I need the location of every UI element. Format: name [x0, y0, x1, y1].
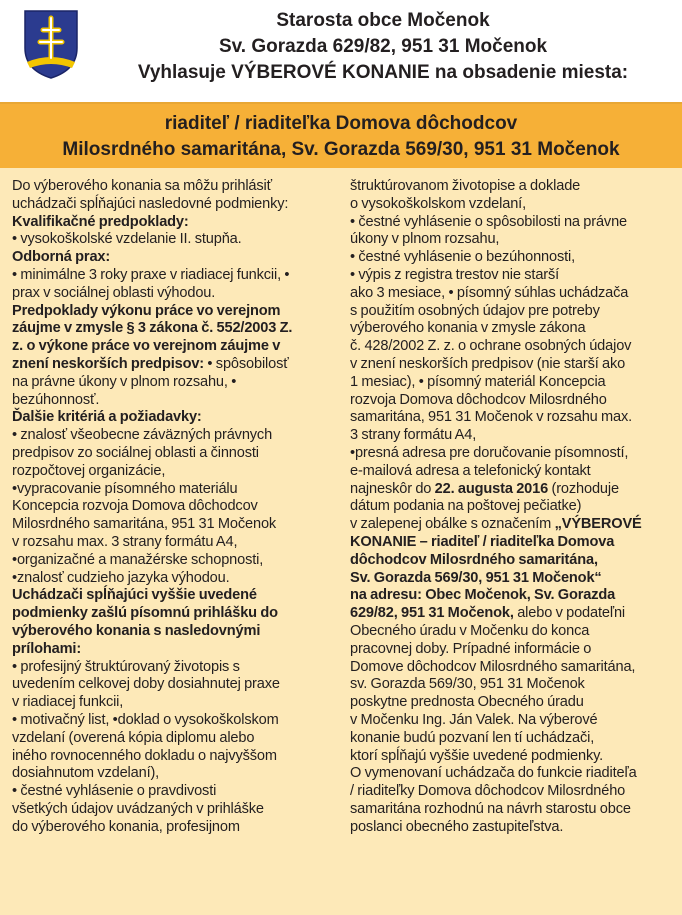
text: samaritána, 951 31 Močenok v rozsahu max.: [350, 409, 633, 426]
text-line: [350, 605, 672, 623]
text: bezúhonnosť.: [12, 391, 100, 408]
text-line: [12, 712, 338, 730]
text: výberového konania v zmysle zákona: [350, 320, 586, 337]
text-line: [12, 249, 338, 267]
bold-text: Sv. Gorazda 569/30, 951 31 Močenok“: [350, 569, 602, 586]
text: Domove dôchodcov Milosrdného samaritána,: [350, 658, 636, 675]
position-title: riaditeľ / riaditeľka Domova dôchodcov: [164, 113, 518, 134]
text: všetkých údajov uvádzaných v prihláške: [12, 800, 264, 817]
bold-text: podmienky zašlú písomnú prihlášku do: [12, 605, 278, 622]
bold-text: 629/82, 951 31 Močenok,: [350, 605, 514, 622]
text-line: [12, 303, 338, 321]
bold-text: znení neskorších predpisov:: [12, 355, 205, 372]
text: dosiahnutom vzdelaní),: [12, 765, 160, 782]
text: ako 3 mesiace, • písomný súhlas uchádzača: [350, 284, 629, 301]
right-column: [350, 178, 672, 836]
text-line: [350, 570, 672, 588]
text: 1 mesiac), • písomný materiál Koncepcia: [350, 373, 606, 390]
bold-text: Predpoklady výkonu práce vo verejnom: [12, 302, 281, 319]
header-announcement: Vyhlasuje VÝBEROVÉ KONANIE na obsadenie miesta:: [137, 62, 629, 83]
text: •organizačné a manažérske schopnosti,: [12, 551, 264, 568]
text-line: [350, 196, 672, 214]
text-line: [12, 659, 338, 677]
text: Milosrdného samaritána, 951 31 Močenok: [12, 516, 277, 533]
text: e-mailová adresa a telefonický kontakt: [350, 462, 591, 479]
text: predpisov zo sociálnej oblasti a činnosti: [12, 444, 259, 461]
text-line: [350, 249, 672, 267]
text: • výpis z registra trestov nie starší: [350, 266, 560, 283]
text-line: [350, 267, 672, 285]
text: na právne úkony v plnom rozsahu, •: [12, 373, 237, 390]
text-line: [12, 552, 338, 570]
text: sv. Gorazda 569/30, 951 31 Močenok: [350, 676, 585, 693]
text: štruktúrovanom životopise a doklade: [350, 178, 581, 194]
text: • spôsobilosť: [204, 355, 289, 372]
text: uchádzači spĺňajúci nasledovné podmienky:: [12, 195, 289, 212]
text: konanie budú pozvaní len tí uchádzači,: [350, 729, 595, 746]
text: vzdelaní (overená kópia diplomu alebo: [12, 729, 255, 746]
text: poskytne prednosta Obecného úradu: [350, 694, 584, 711]
text-line: [350, 409, 672, 427]
text-line: [12, 748, 338, 766]
text: samaritána rozhodnú na návrh starostu obce: [350, 800, 631, 817]
text: najneskôr do: [350, 480, 435, 497]
text-line: [350, 285, 672, 303]
text: • čestné vyhlásenie o bezúhonnosti,: [350, 249, 576, 266]
text-line: [350, 498, 672, 516]
text: poslanci obecného zastupiteľstva.: [350, 818, 564, 835]
text-line: [12, 338, 338, 356]
text: prax v sociálnej oblasti výhodou.: [12, 284, 216, 301]
text-line: [350, 374, 672, 392]
bold-text: Odborná prax:: [12, 249, 111, 266]
text-line: [350, 338, 672, 356]
text-line: [350, 819, 672, 837]
text: s použitím osobných údajov pre potreby: [350, 302, 600, 319]
text-line: [12, 196, 338, 214]
text: • vysokoškolské vzdelanie II. stupňa.: [12, 231, 242, 248]
text: rozpočtovej organizácie,: [12, 462, 166, 479]
text-line: [12, 676, 338, 694]
text: v rozsahu max. 3 strany formátu A4,: [12, 533, 238, 550]
text-line: [350, 765, 672, 783]
text-line: [350, 445, 672, 463]
bold-text: dôchodcov Milosrdného samaritána,: [350, 551, 598, 568]
text: Koncepcia rozvoja Domova dôchodcov: [12, 498, 258, 515]
text: / riaditeľky Domova dôchodcov Milosrdného: [350, 783, 626, 800]
text-line: [350, 303, 672, 321]
text-line: [12, 765, 338, 783]
text-line: [350, 231, 672, 249]
text: • znalosť všeobecne záväzných právnych: [12, 427, 273, 444]
text-line: [350, 641, 672, 659]
header: [0, 0, 682, 104]
bold-text: z. o výkone práce vo verejnom záujme v: [12, 338, 281, 355]
bold-text: výberového konania s nasledovnými: [12, 622, 261, 639]
text: •znalosť cudzieho jazyka výhodou.: [12, 569, 230, 586]
text-line: [350, 534, 672, 552]
text: iného rovnocenného dokladu o najvyššom: [12, 747, 277, 764]
text-line: [350, 659, 672, 677]
text: • čestné vyhlásenie o pravdivosti: [12, 783, 217, 800]
text-line: [12, 356, 338, 374]
body-content: [0, 168, 682, 915]
text: (rozhoduje: [548, 480, 619, 497]
text-line: [12, 374, 338, 392]
text-line: [12, 320, 338, 338]
text-line: [12, 516, 338, 534]
text: • minimálne 3 roky praxe v riadiacej funkcii, •: [12, 266, 290, 283]
text-line: [350, 712, 672, 730]
text: o vysokoškolskom vzdelaní,: [350, 195, 526, 212]
text-line: [12, 463, 338, 481]
text-line: [350, 623, 672, 641]
bold-text: KONANIE – riaditeľ / riaditeľka Domova: [350, 533, 615, 550]
text-line: [350, 214, 672, 232]
text: v znení neskorších predpisov (nie starší ako: [350, 355, 626, 372]
bold-text: Uchádzači spĺňajúci vyššie uvedené: [12, 587, 257, 604]
bold-text: Kvalifikačné predpoklady:: [12, 213, 189, 230]
text: uvedením celkovej doby dosiahnutej praxe: [12, 676, 280, 693]
text: Obecného úradu v Močenku do konca: [350, 622, 590, 639]
position-address: Milosrdného samaritána, Sv. Gorazda 569/30, 951 31 Močenok: [62, 139, 620, 160]
text-line: [12, 605, 338, 623]
text-line: [12, 214, 338, 232]
text-line: [350, 392, 672, 410]
bold-text: „VÝBEROVÉ: [554, 516, 642, 533]
text: •vypracovanie písomného materiálu: [12, 480, 238, 497]
bold-text: záujme v zmysle § 3 zákona č. 552/2003 Z.: [12, 320, 293, 337]
text-line: [12, 783, 338, 801]
text-line: [350, 552, 672, 570]
coat-of-arms-crest-icon: [22, 8, 80, 80]
text: 3 strany formátu A4,: [350, 427, 477, 444]
text-line: [12, 178, 338, 196]
text-line: [12, 409, 338, 427]
text-line: [12, 534, 338, 552]
text: Do výberového konania sa môžu prihlásiť: [12, 178, 272, 194]
text-line: [12, 481, 338, 499]
text: dátum podania na poštovej pečiatke): [350, 498, 582, 515]
text-line: [12, 267, 338, 285]
bold-text: Ďalšie kritériá a požiadavky:: [12, 409, 202, 426]
text-line: [12, 694, 338, 712]
text: ktorí spĺňajú vyššie uvedené podmienky.: [350, 747, 604, 764]
text: • motivačný list, •doklad o vysokoškolskom: [12, 711, 279, 728]
text-line: [12, 427, 338, 445]
text-line: [12, 285, 338, 303]
header-title: Starosta obce Močenok: [276, 10, 490, 31]
text-line: [350, 320, 672, 338]
text: v Močenku Ing. Ján Valek. Na výberové: [350, 711, 598, 728]
text-line: [12, 819, 338, 837]
text: alebo v podateľni: [513, 605, 626, 622]
text-line: [12, 498, 338, 516]
text-line: [350, 427, 672, 445]
bold-text: 22. augusta 2016: [434, 480, 549, 497]
text: pracovnej doby. Prípadné informácie o: [350, 640, 592, 657]
text-line: [350, 801, 672, 819]
text-line: [12, 641, 338, 659]
text-line: [350, 730, 672, 748]
text: rozvoja Domova dôchodcov Milosrdného: [350, 391, 607, 408]
text: v riadiacej funkcii,: [12, 694, 124, 711]
left-column: [12, 178, 338, 836]
bold-text: na adresu: Obec Močenok, Sv. Gorazda: [350, 587, 616, 604]
text: v zalepenej obálke s označením: [350, 516, 555, 533]
text-line: [12, 623, 338, 641]
text: do výberového konania, profesijnom: [12, 818, 240, 835]
text-line: [12, 587, 338, 605]
text-line: [12, 392, 338, 410]
text-line: [350, 356, 672, 374]
text-line: [12, 730, 338, 748]
text-line: [350, 783, 672, 801]
text-line: [350, 481, 672, 499]
header-text: [84, 8, 682, 86]
header-address: Sv. Gorazda 629/82, 951 31 Močenok: [218, 36, 548, 57]
bold-text: prílohami:: [12, 640, 82, 657]
text: • profesijný štruktúrovaný životopis s: [12, 658, 240, 675]
position-banner: [0, 104, 682, 168]
text: • čestné vyhlásenie o spôsobilosti na právne: [350, 213, 628, 230]
text-line: [350, 694, 672, 712]
text-line: [12, 445, 338, 463]
text-line: [350, 587, 672, 605]
text: č. 428/2002 Z. z. o ochrane osobných údajov: [350, 338, 632, 355]
text-line: [350, 516, 672, 534]
text: úkony v plnom rozsahu,: [350, 231, 500, 248]
text: O vymenovaní uchádzača do funkcie riaditeľa: [350, 765, 637, 782]
text-line: [350, 463, 672, 481]
text: •presná adresa pre doručovanie písomností,: [350, 444, 629, 461]
text-line: [350, 676, 672, 694]
text-line: [12, 801, 338, 819]
text-line: [350, 178, 672, 196]
text-line: [12, 231, 338, 249]
text-line: [350, 748, 672, 766]
text-line: [12, 570, 338, 588]
